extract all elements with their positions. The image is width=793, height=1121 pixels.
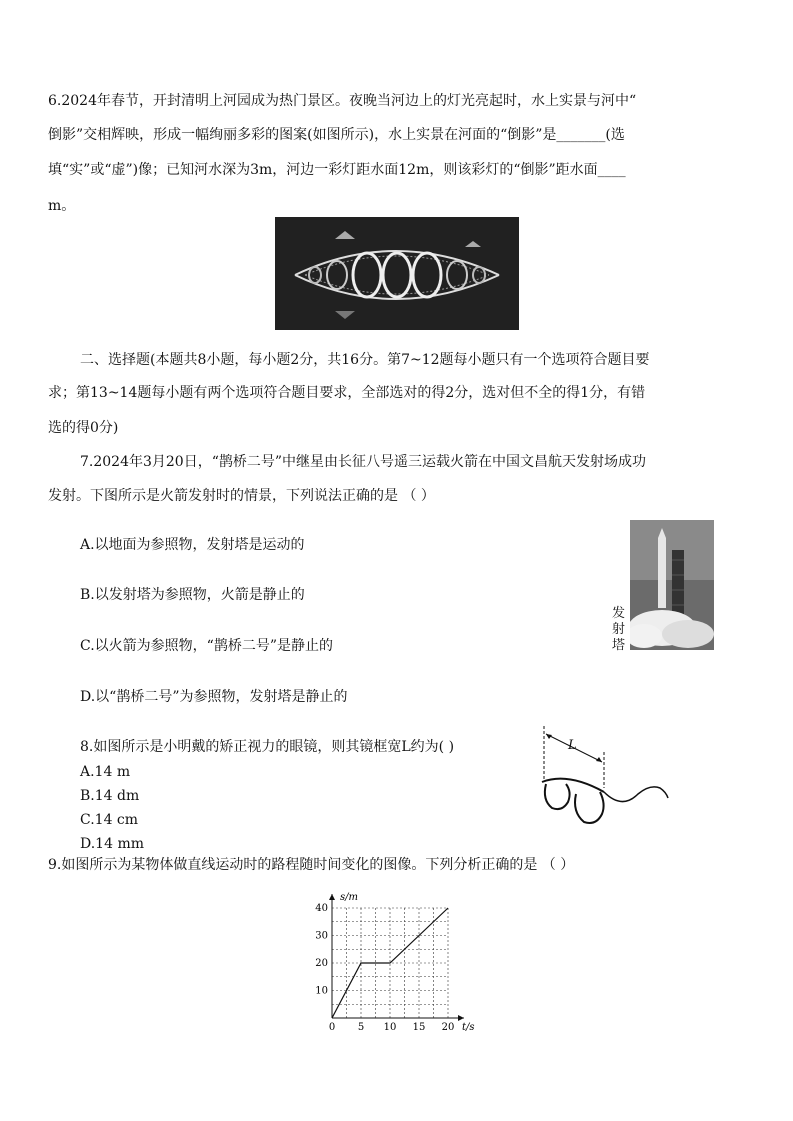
q6-line1: 6.2024年春节，开封清明上河园成为热门景区。夜晚当河边上的灯光亮起时，水上实景与河中“ [48, 93, 637, 109]
q7-line1: 7.2024年3月20日，“鹊桥二号”中继星由长征八号遥三运载火箭在中国文昌航天发射场成功 [80, 454, 647, 470]
x-tick-label: 15 [412, 1022, 426, 1033]
x-tick-label: 20 [441, 1022, 455, 1033]
x-tick-label: 5 [357, 1022, 365, 1033]
q7-option-a[interactable]: A.以地面为参照物，发射塔是运动的 [80, 537, 305, 553]
glasses-figure [538, 722, 670, 830]
y-tick-label: 30 [315, 930, 328, 942]
q6-line2: 倒影”交相辉映，形成一幅绚丽多彩的图案(如图所示)，水上实景在河面的“倒影”是_______(选 [48, 127, 625, 143]
x-axis-arrow [458, 1015, 464, 1021]
q8-option-b[interactable]: B.14 dm [80, 788, 140, 804]
y-axis-arrow [329, 894, 335, 900]
q7-option-d[interactable]: D.以“鹊桥二号”为参照物，发射塔是静止的 [80, 689, 348, 705]
section2-line1: 二、选择题(本题共8小题，每小题2分，共16分。第7~12题每小题只有一个选项符合题目要 [80, 352, 650, 368]
q7-option-c[interactable]: C.以火箭为参照物，“鹊桥二号”是静止的 [80, 638, 333, 654]
x-tick-label: 0 [328, 1022, 336, 1033]
tower-label-1: 发 [612, 606, 626, 621]
distance-time-chart [310, 888, 490, 1038]
q8-option-a[interactable]: A.14 m [80, 764, 131, 780]
chart-xlabel: t/s [462, 1022, 475, 1033]
q7-option-b[interactable]: B.以发射塔为参照物，火箭是静止的 [80, 587, 305, 603]
section2-line2: 求；第13~14题每小题有两个选项符合题目要求，全部选对的得2分，选对但不全的得1分，有错 [48, 385, 646, 401]
q6-line3: 填“实”或“虚”)像；已知河水深为3m，河边一彩灯距水面12m，则该彩灯的“倒影”距水面____ [48, 162, 626, 178]
y-tick-label: 20 [315, 958, 328, 969]
glasses-width-label: L [568, 738, 577, 753]
reflection-photo [275, 217, 519, 330]
x-tick-label: 10 [383, 1022, 397, 1033]
tower-label-3: 塔 [612, 638, 626, 653]
q9-stem: 9.如图所示为某物体做直线运动时的路程随时间变化的图像。下列分析正确的是 （ ） [48, 857, 575, 873]
section2-line3: 选的得0分) [48, 420, 119, 436]
y-tick-label: 10 [315, 985, 328, 997]
tower-label-2: 射 [612, 622, 626, 637]
q8-option-d[interactable]: D.14 mm [80, 836, 144, 852]
q8-stem: 8.如图所示是小明戴的矫正视力的眼镜，则其镜框宽L约为( ) [80, 739, 455, 755]
q8-option-c[interactable]: C.14 cm [80, 812, 139, 828]
chart-ylabel: s/m [340, 892, 358, 903]
q7-line2: 发射。下图所示是火箭发射时的情景，下列说法正确的是 （ ） [48, 488, 435, 504]
rocket-launch-photo [630, 520, 714, 650]
q6-line4: m。 [48, 198, 76, 214]
y-tick-label: 40 [315, 903, 328, 914]
